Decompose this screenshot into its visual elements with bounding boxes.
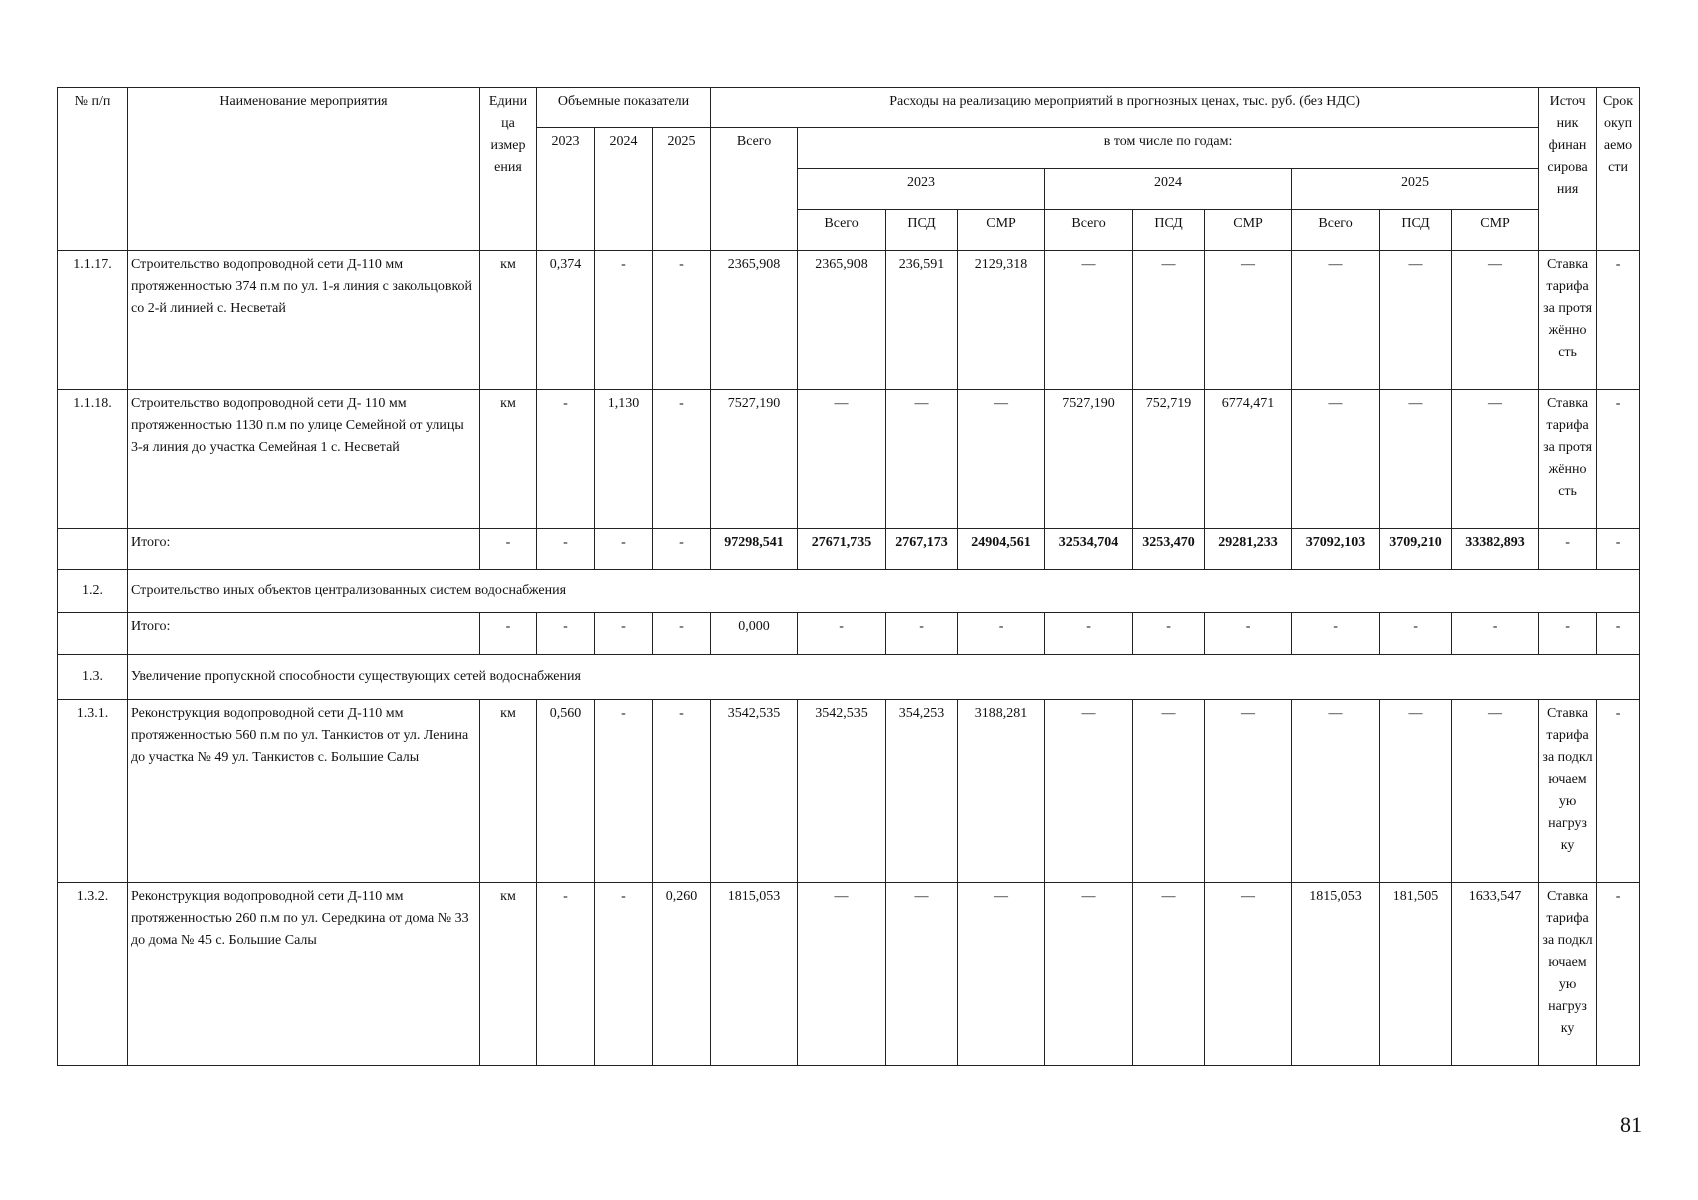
row-cost: —	[1292, 700, 1380, 883]
table-row	[58, 390, 1640, 529]
header-cost-year: 2024	[1045, 169, 1292, 210]
header-name: Наименование мероприятия	[128, 88, 480, 251]
total-cost: 32534,704	[1045, 529, 1133, 570]
total-vol: -	[537, 529, 595, 570]
section-row	[58, 570, 1640, 613]
total-cost: 27671,735	[798, 529, 886, 570]
total-row	[58, 529, 1640, 570]
total-row	[58, 613, 1640, 655]
row-cost: —	[1452, 251, 1539, 390]
row-name: Реконструкция водопроводной сети Д-110 мм протяженностью 260 п.м по ул. Середкина от дома № 33 до дома № 45 с. Большие Салы	[128, 883, 480, 1066]
header-volume: Объемные показатели	[537, 88, 711, 128]
header-cost-year: 2023	[798, 169, 1045, 210]
row-vol: 1,130	[595, 390, 653, 529]
total-sum: 97298,541	[711, 529, 798, 570]
total-sum: 0,000	[711, 613, 798, 655]
row-cost: 752,719	[1133, 390, 1205, 529]
row-cost: —	[958, 390, 1045, 529]
table-row	[58, 251, 1640, 390]
row-cost: —	[1205, 883, 1292, 1066]
total-cost: -	[1292, 613, 1380, 655]
row-cost: —	[1045, 251, 1133, 390]
header-sub-col: Всего	[1292, 210, 1380, 251]
row-total: 2365,908	[711, 251, 798, 390]
row-cost: —	[886, 390, 958, 529]
section-title: Строительство иных объектов централизованных систем водоснабжения	[128, 570, 1640, 613]
row-payback: -	[1597, 883, 1640, 1066]
row-cost: —	[1133, 700, 1205, 883]
row-cost: 354,253	[886, 700, 958, 883]
row-source: Ставка тарифа за подкл ючаем ую нагруз ку	[1539, 700, 1597, 883]
total-cost: -	[1133, 613, 1205, 655]
row-num: 1.3.1.	[58, 700, 128, 883]
total-unit: -	[480, 529, 537, 570]
header-sub-col: СМР	[1452, 210, 1539, 251]
header-sub-col: СМР	[1205, 210, 1292, 251]
row-num: 1.3.2.	[58, 883, 128, 1066]
row-cost: —	[1452, 390, 1539, 529]
row-payback: -	[1597, 390, 1640, 529]
header-sub-col: ПСД	[1380, 210, 1452, 251]
row-vol: -	[653, 251, 711, 390]
row-unit: км	[480, 390, 537, 529]
header-costs: Расходы на реализацию мероприятий в прогнозных ценах, тыс. руб. (без НДС)	[711, 88, 1539, 128]
row-vol: 0,260	[653, 883, 711, 1066]
total-payback: -	[1597, 613, 1640, 655]
total-cost: -	[798, 613, 886, 655]
header-cost-year: 2025	[1292, 169, 1539, 210]
total-vol: -	[653, 613, 711, 655]
total-vol: -	[595, 529, 653, 570]
row-cost: 6774,471	[1205, 390, 1292, 529]
section-row	[58, 655, 1640, 700]
row-cost: 2365,908	[798, 251, 886, 390]
header-unit: Едини ца измер ения	[480, 88, 537, 251]
row-cost: —	[1380, 251, 1452, 390]
row-cost: —	[1380, 700, 1452, 883]
row-cost: —	[1133, 883, 1205, 1066]
header-payback: Срок окуп аемо сти	[1597, 88, 1640, 251]
total-unit: -	[480, 613, 537, 655]
row-payback: -	[1597, 251, 1640, 390]
row-vol: -	[595, 883, 653, 1066]
row-source: Ставка тарифа за протя жённо сть	[1539, 251, 1597, 390]
row-cost: —	[1452, 700, 1539, 883]
row-cost: 2129,318	[958, 251, 1045, 390]
row-num: 1.1.18.	[58, 390, 128, 529]
row-payback: -	[1597, 700, 1640, 883]
row-total: 7527,190	[711, 390, 798, 529]
row-vol: 0,374	[537, 251, 595, 390]
section-num: 1.3.	[58, 655, 128, 700]
row-vol: -	[595, 251, 653, 390]
row-cost: —	[1292, 251, 1380, 390]
row-name: Строительство водопроводной сети Д- 110 мм протяженностью 1130 п.м по улице Семейной от улицы 3-я линия до участка Семейная 1 с. Несветай	[128, 390, 480, 529]
total-vol: -	[537, 613, 595, 655]
total-cost: 29281,233	[1205, 529, 1292, 570]
total-cost: -	[1452, 613, 1539, 655]
row-cost: —	[886, 883, 958, 1066]
row-cost: 7527,190	[1045, 390, 1133, 529]
row-cost: —	[1045, 700, 1133, 883]
total-cost: 3709,210	[1380, 529, 1452, 570]
header-row	[58, 88, 1640, 128]
header-sub-col: Всего	[1045, 210, 1133, 251]
header-vol-year: 2024	[595, 128, 653, 251]
row-vol: -	[537, 883, 595, 1066]
total-cost: 37092,103	[1292, 529, 1380, 570]
investment-program-table	[57, 87, 1640, 1066]
row-cost: 3542,535	[798, 700, 886, 883]
total-num	[58, 529, 128, 570]
row-cost: —	[1045, 883, 1133, 1066]
row-unit: км	[480, 700, 537, 883]
row-name: Реконструкция водопроводной сети Д-110 мм протяженностью 560 п.м по ул. Танкистов от ул. Ленина до участка № 49 ул. Танкистов с. Большие Салы	[128, 700, 480, 883]
row-cost: 236,591	[886, 251, 958, 390]
total-cost: -	[1045, 613, 1133, 655]
header-sub-col: СМР	[958, 210, 1045, 251]
row-unit: км	[480, 883, 537, 1066]
total-cost: 33382,893	[1452, 529, 1539, 570]
row-vol: -	[653, 700, 711, 883]
row-name: Строительство водопроводной сети Д-110 мм протяженностью 374 п.м по ул. 1-я линия с закольцовкой со 2-й линией с. Несветай	[128, 251, 480, 390]
row-vol: 0,560	[537, 700, 595, 883]
row-cost: 1815,053	[1292, 883, 1380, 1066]
total-cost: -	[958, 613, 1045, 655]
row-cost: —	[1205, 700, 1292, 883]
total-num	[58, 613, 128, 655]
total-cost: -	[1380, 613, 1452, 655]
row-num: 1.1.17.	[58, 251, 128, 390]
header-total: Всего	[711, 128, 798, 251]
header-sub-col: Всего	[798, 210, 886, 251]
row-cost: —	[1380, 390, 1452, 529]
table-row	[58, 700, 1640, 883]
header-sub-col: ПСД	[886, 210, 958, 251]
total-cost: 24904,561	[958, 529, 1045, 570]
row-vol: -	[537, 390, 595, 529]
row-cost: 3188,281	[958, 700, 1045, 883]
row-cost: —	[798, 390, 886, 529]
header-vol-year: 2025	[653, 128, 711, 251]
row-cost: 1633,547	[1452, 883, 1539, 1066]
row-total: 3542,535	[711, 700, 798, 883]
header-sub-col: ПСД	[1133, 210, 1205, 251]
total-label: Итого:	[128, 613, 480, 655]
row-cost: —	[798, 883, 886, 1066]
header-num: № п/п	[58, 88, 128, 251]
row-source: Ставка тарифа за протя жённо сть	[1539, 390, 1597, 529]
section-num: 1.2.	[58, 570, 128, 613]
total-cost: 3253,470	[1133, 529, 1205, 570]
total-cost: -	[1205, 613, 1292, 655]
header-source: Источ ник финан сирова ния	[1539, 88, 1597, 251]
table-row	[58, 883, 1640, 1066]
page-number: 81	[1620, 1112, 1642, 1137]
row-cost: —	[958, 883, 1045, 1066]
total-cost: 2767,173	[886, 529, 958, 570]
row-source: Ставка тарифа за подкл ючаем ую нагруз ку	[1539, 883, 1597, 1066]
section-title: Увеличение пропускной способности существующих сетей водоснабжения	[128, 655, 1640, 700]
row-vol: -	[653, 390, 711, 529]
row-total: 1815,053	[711, 883, 798, 1066]
row-cost: —	[1205, 251, 1292, 390]
total-vol: -	[653, 529, 711, 570]
total-vol: -	[595, 613, 653, 655]
total-source: -	[1539, 529, 1597, 570]
total-cost: -	[886, 613, 958, 655]
header-vol-year: 2023	[537, 128, 595, 251]
total-label: Итого:	[128, 529, 480, 570]
row-vol: -	[595, 700, 653, 883]
row-cost: 181,505	[1380, 883, 1452, 1066]
total-source: -	[1539, 613, 1597, 655]
row-cost: —	[1133, 251, 1205, 390]
total-payback: -	[1597, 529, 1640, 570]
row-cost: —	[1292, 390, 1380, 529]
row-unit: км	[480, 251, 537, 390]
header-by-years: в том числе по годам:	[798, 128, 1539, 169]
